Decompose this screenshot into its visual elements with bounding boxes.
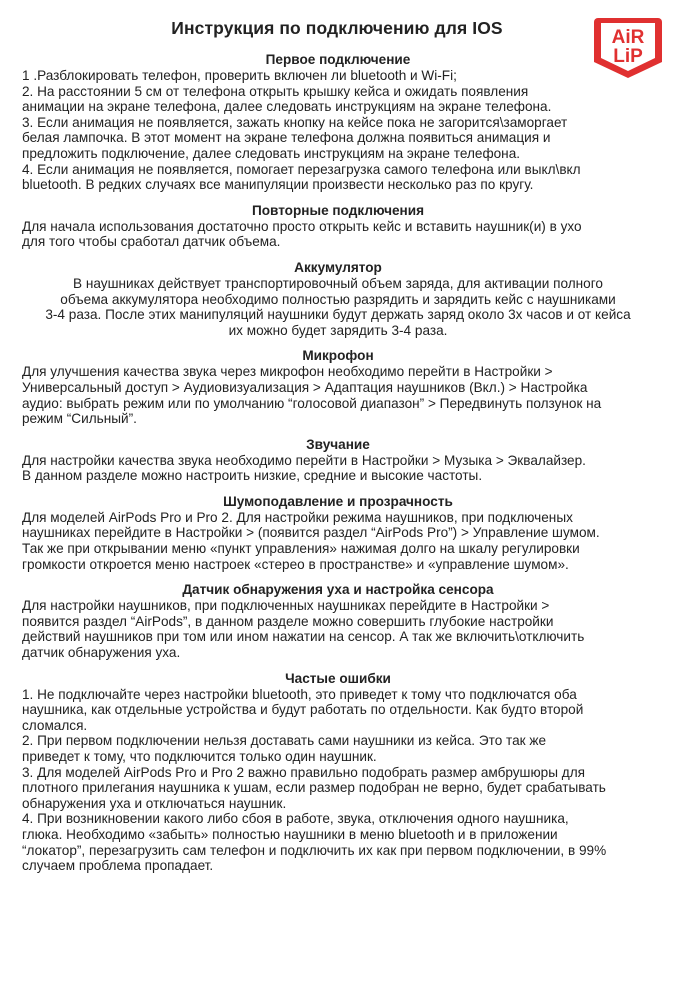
section-text: Для начала использования достаточно просто открыть кейс и вставить наушник(и) в ухо для того чтобы сработал датчик объема. [22,218,582,250]
section-ear-detection [22,582,654,660]
section-text: Для моделей AirPods Pro и Pro 2. Для настройки режима наушников, при подключеных наушниках перейдите в Настройки > (появится раздел “AirPods Pro”) > Управление шумом. Так же при открывании меню «пункт управления» нажимая долго на шкалу регулировки громкости откроется меню настроек «стерео в пространстве» и «управление шумом». [22,509,600,572]
section-text: В наушниках действует транспортировочный объем заряда, для активации полного объема аккумулятора необходимо полностью разрядить и зарядить кейс с наушниками 3-4 раза. После этих манипуляций наушники будут держать заряд около 3х часов и от кейса их можно будет зарядить 3-4 раза. [45,275,631,338]
instructions-body [22,52,654,884]
section-text: Для улучшения качества звука через микрофон необходимо перейти в Настройки > Универсальный доступ > Аудиовизуализация > Адаптация наушников (Вкл.) > Настройка аудио: выбрать режим или по умолчанию “голосовой диапазон” > Передвинуть ползунок на режим “Сильный”. [22,364,602,427]
section-heading: Повторные подключения [251,202,425,218]
section-first-connection [22,52,654,193]
section-heading: Микрофон [302,348,374,364]
section-heading: Аккумулятор [294,259,382,275]
section-microphone [22,348,654,426]
section-text: Для настройки качества звука необходимо перейти в Настройки > Музыка > Эквалайзер. В данном разделе можно настроить низкие, средние и высокие частоты. [22,452,586,484]
logo-text-line1: AiR [611,27,645,48]
section-text: Для настройки наушников, при подключенных наушниках перейдите в Настройки > появится раздел “AirPods”, в данном разделе можно совершить глубокие настройки действий наушников при том или ином нажатии на сенсор. А так же включить\отключить датчик обнаружения уха. [22,598,585,661]
section-repeat-connection [22,203,654,250]
section-battery [22,260,654,338]
section-common-errors [22,671,654,874]
section-heading: Звучание [306,436,370,452]
section-sound [22,437,654,484]
section-text: 1. Не подключайте через настройки bluetooth, это приведет к тому что подключатся оба наушника, как отдельные устройства и будут работать по отдельности. Как будто второй сломался. 2. При первом подключении нельзя доставать сами наушники из кейса. Это так же приведет к тому, что подключится только один наушник. 3. Для моделей AirPods Pro и Pro 2 важно правильно подобрать размер амбрушюры для плотного прилегания наушника к ушам, если размер подобран не верно, будет срабатывать обнаружения уха и отключаться наушник. 4. При возникновении какого либо сбоя в работе, звука, отключения одного наушника, глюка. Необходимо «забыть» полностью наушники в меню bluetooth и в приложении “локатор”, перезагрузить сам телефон и подключить их как при первом подключении, в 99% случаем проблема пропадает. [22,686,607,874]
document-title: Инструкция по подключению для IOS [171,18,503,38]
section-heading: Частые ошибки [285,670,391,686]
logo-text-line2: LiP [613,46,643,67]
section-heading: Датчик обнаружения уха и настройка сенсора [182,582,494,598]
section-heading: Первое подключение [265,52,411,67]
section-text: 1 .Разблокировать телефон, проверить включен ли bluetooth и Wi-Fi; 2. На расстоянии 5 см от телефона открыть крышку кейса и ожидать появления анимации на экране телефона, далее следовать инструкциям на экране телефона. 3. Если анимация не появляется, зажать кнопку на кейсе пока не загорится\заморгает белая лампочка. В этот момент на экране телефона должна появиться анимация и предложить подключение, далее следовать инструкциям на экране телефона. 4. Если анимация не появляется, помогает перезагрузка самого телефона или выкл\вкл bluetooth. В редких случаях все манипуляции произвести несколько раз по кругу. [22,68,581,193]
section-noise-control [22,494,654,572]
section-heading: Шумоподавление и прозрачность [223,493,453,509]
